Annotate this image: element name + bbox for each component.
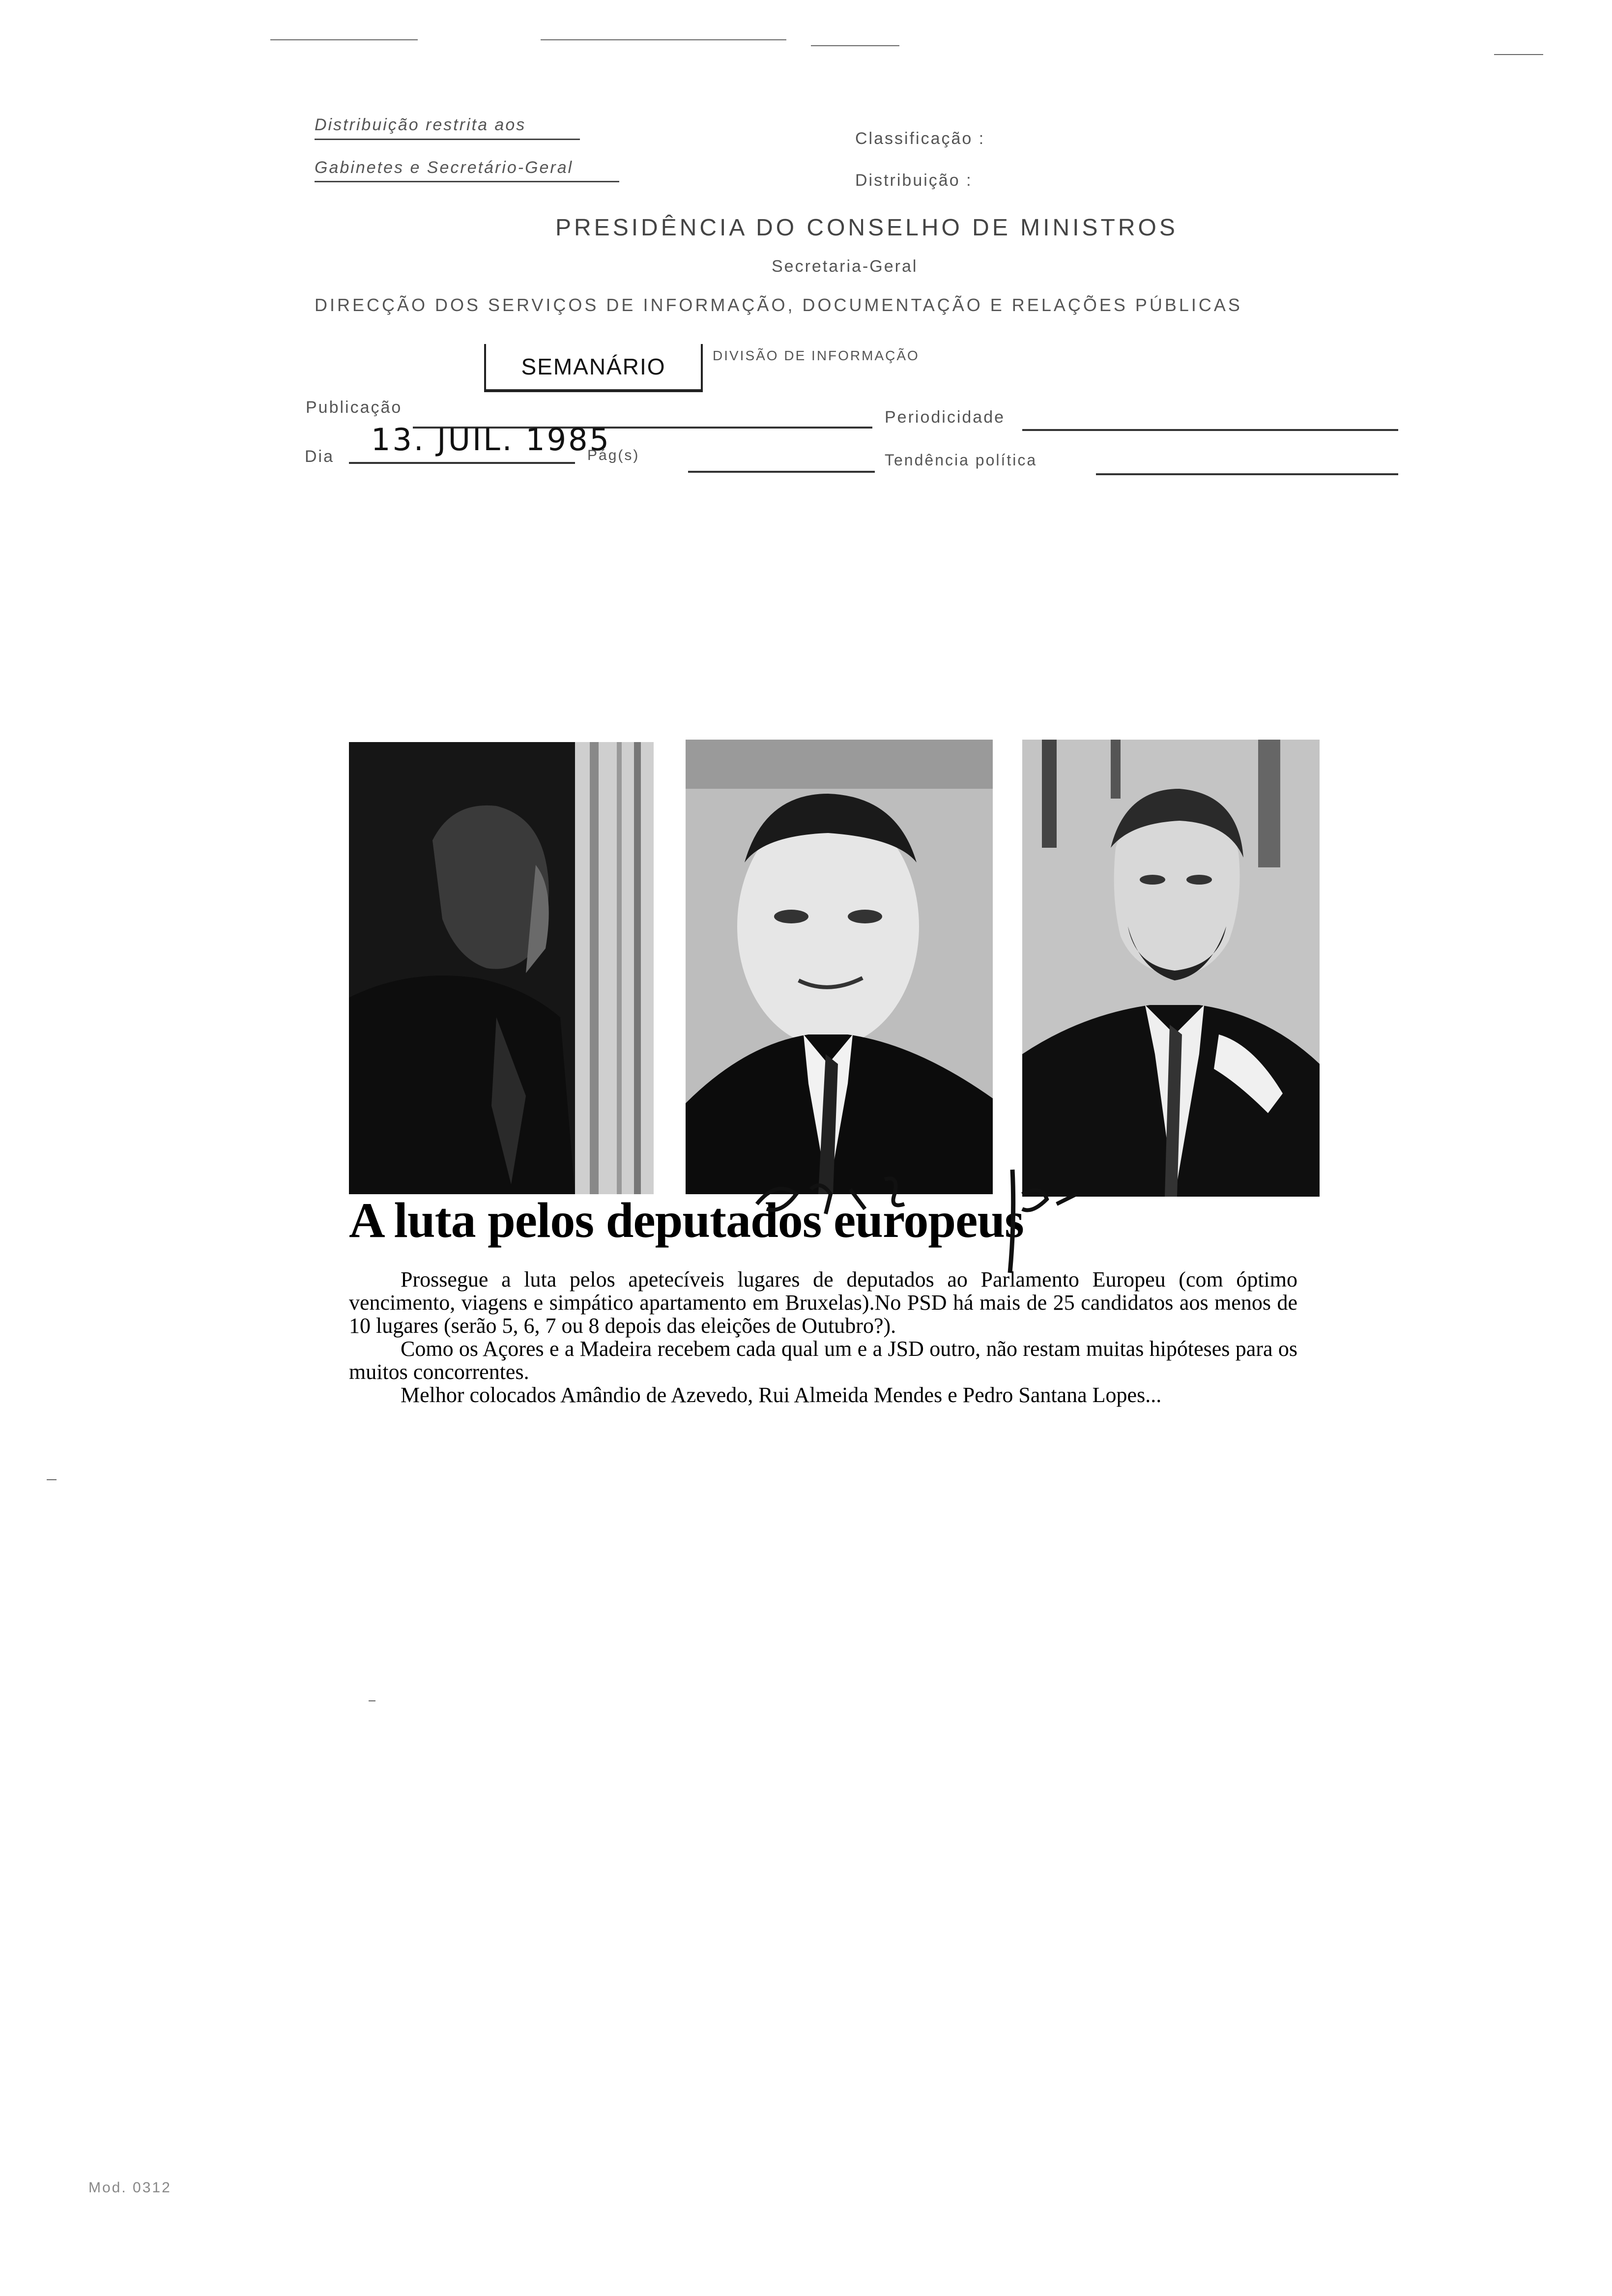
pages-label: Pág(s) [587,447,640,463]
article-paragraph: Como os Açores e a Madeira recebem cada qual um e a JSD outro, não restam muitas hipóteses para os muitos concorrentes. [349,1337,1297,1384]
day-label: Dia [305,447,335,466]
article-paragraph: Prossegue a luta pelos apetecíveis lugares de deputados ao Parlamento Europeu (com óptimo vencimento, viagens e simpático apartamento em Bruxelas).No PSD há mais de 25 candidatos aos menos de 10 lugares (serão 5, 6, 7 ou 8 depois das eleições de Outubro?). [349,1267,1297,1338]
tendency-label: Tendência política [885,451,1037,469]
article-paragraph: Melhor colocados Amândio de Azevedo, Rui Almeida Mendes e Pedro Santana Lopes... [401,1383,1162,1407]
division-label: DIVISÃO DE INFORMAÇÃO [713,348,920,363]
classification-label: Classificação : [855,129,985,148]
org-title: PRESIDÊNCIA DO CONSELHO DE MINISTROS [555,215,1178,241]
scan-noise [541,39,786,40]
date-field [349,462,575,464]
handwritten-annotation [737,1160,1111,1278]
scan-noise [270,39,418,40]
periodicity-field [1022,429,1398,431]
distribution-label: Distribuição : [855,171,973,190]
publication-label: Publicação [306,398,403,417]
directorate: DIRECÇÃO DOS SERVIÇOS DE INFORMAÇÃO, DOCUMENTAÇÃO E RELAÇÕES PÚBLICAS [315,295,1242,315]
photo-portrait-right [1022,740,1320,1197]
distribution-note-line2: Gabinetes e Secretário-Geral [315,158,574,177]
article-headline: A luta pelos deputados europeus [349,1193,1024,1248]
tendency-field [1096,473,1398,475]
distribution-note-line1: Distribuição restrita aos [315,115,526,134]
article-body [349,1268,1297,1406]
scan-noise [1494,54,1543,55]
scan-noise [811,45,899,46]
periodicity-label: Periodicidade [885,408,1006,427]
pages-field [688,471,875,473]
scan-noise [47,1479,57,1480]
publication-stamp: SEMANÁRIO [484,344,703,392]
form-code: Mod. 0312 [88,2180,172,2196]
secretariat: Secretaria-Geral [772,257,918,276]
date-value: 13. JUIL. 1985 [371,422,611,458]
photo-portrait-left [349,742,654,1194]
photo-portrait-center [686,740,993,1194]
scan-noise [369,1700,375,1701]
